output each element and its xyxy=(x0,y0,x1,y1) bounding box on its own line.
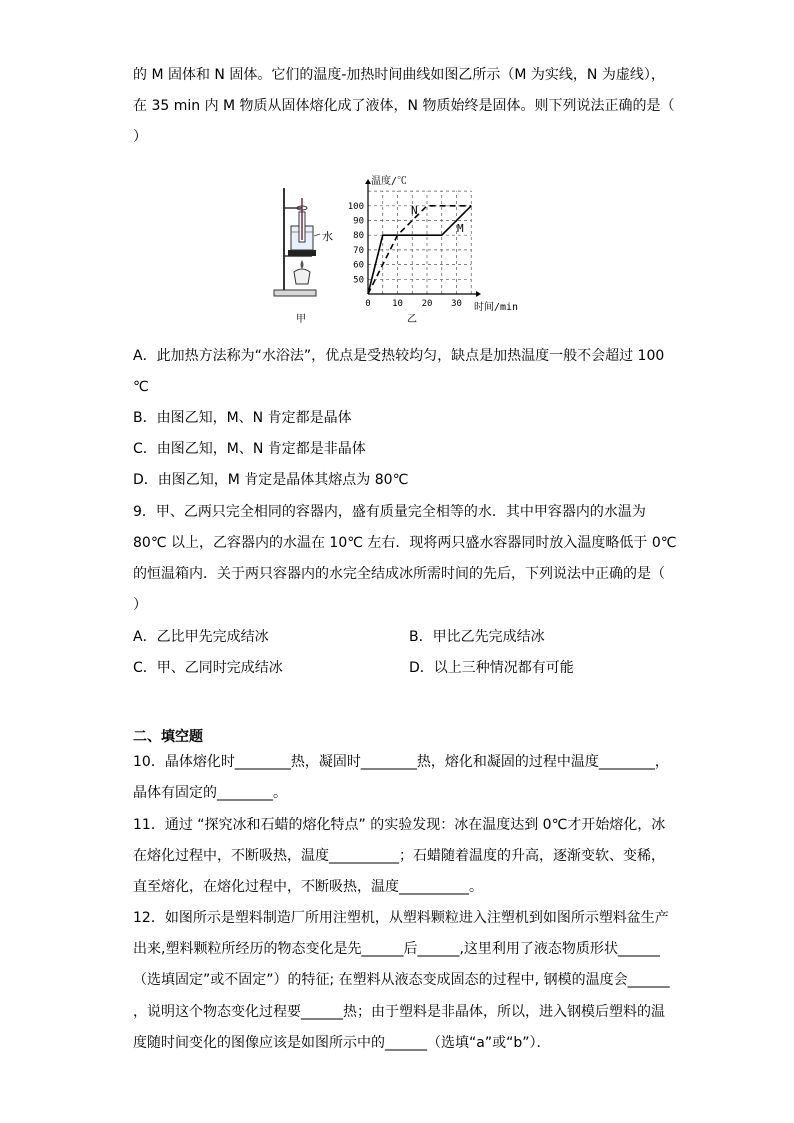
y-tick-label: 100 xyxy=(347,201,364,212)
figure xyxy=(268,168,530,328)
y-tick-labels xyxy=(348,202,364,285)
q9-option-c: C．甲、乙同时完成结冰 xyxy=(133,660,283,676)
apparatus-drawing xyxy=(274,188,333,325)
series-lines xyxy=(368,206,471,294)
x-tick-label: 30 xyxy=(451,299,462,309)
label-n: N xyxy=(411,204,418,217)
label-jia: 甲 xyxy=(296,314,306,325)
q9-line-2: 80℃ 以上，乙容器内的水温在 10℃ 左右．现将两只盛水容器同时放入温度略低于 0℃ xyxy=(133,535,677,551)
apparatus-water-pointer xyxy=(314,234,320,236)
y-tick-label: 50 xyxy=(353,275,364,286)
q10-line-1: 10．晶体熔化时________热，凝固时________热，熔化和凝固的过程中温度________， xyxy=(133,754,669,770)
label-m: M xyxy=(457,222,464,235)
q11-line-1: 11．通过 “探究冰和石蜡的熔化特点” 的实验发现：冰在温度达到 0℃才开始熔化，冰 xyxy=(133,817,666,833)
series-line-n xyxy=(368,206,471,294)
apparatus-base xyxy=(274,290,316,296)
apparatus-alcohol-lamp xyxy=(294,269,310,284)
water-label: 水 xyxy=(322,230,333,243)
q8-option-b: B．由图乙知，M、N 肯定都是晶体 xyxy=(133,410,352,426)
figure-svg xyxy=(268,168,530,328)
q9-option-b: B．甲比乙先完成结冰 xyxy=(409,629,545,645)
intro-line-1: 的 M 固体和 N 固体。它们的温度-加热时间曲线如图乙所示（M 为实线，N 为虚线）， xyxy=(133,67,665,83)
series-line-m xyxy=(368,206,471,294)
q12-line-2: 出来,塑料颗粒所经历的物态变化是先______后______,这里利用了液态物质形状______ xyxy=(133,941,660,957)
section-title: 二、填空题 xyxy=(133,729,203,745)
y-axis-label: 温度/℃ xyxy=(371,176,408,187)
graph-gridlines xyxy=(368,191,471,294)
q10-line-2: 晶体有固定的________。 xyxy=(133,785,287,801)
q12-line-4: ，说明这个物态变化过程要______热；由于塑料是非晶体，所以，进入钢模后塑料的温 xyxy=(133,1004,665,1020)
x-tick-label: 10 xyxy=(392,299,403,309)
q8-option-c: C．由图乙知，M、N 肯定都是非晶体 xyxy=(133,441,366,457)
y-tick-label: 70 xyxy=(353,245,364,256)
q8-option-a-cont: ℃ xyxy=(133,379,149,395)
q8-option-a: A．此加热方法称为“水浴法”，优点是受热较均匀，缺点是加热温度一般不会超过 100 xyxy=(133,348,665,364)
q9-option-d: D．以上三种情况都有可能 xyxy=(409,660,574,676)
y-tick-label: 80 xyxy=(353,231,364,242)
x-axis-label: 时间/min xyxy=(474,302,519,313)
x-tick-labels xyxy=(365,299,462,309)
y-tick-label: 60 xyxy=(353,260,364,271)
q12-line-1: 12．如图所示是塑料制造厂所用注塑机，从塑料颗粒进入注塑机到如图所示塑料盆生产 xyxy=(133,910,669,926)
apparatus-gauze xyxy=(288,250,316,256)
q11-line-3: 直至熔化，在熔化过程中，不断吸热，温度__________。 xyxy=(133,879,483,895)
y-tick-label: 90 xyxy=(353,216,364,227)
q9-line-4: ） xyxy=(133,597,147,613)
q9-line-3: 的恒温箱内．关于两只容器内的水完全结成冰所需时间的先后，下列说法中正确的是（ xyxy=(133,566,665,582)
label-yi: 乙 xyxy=(407,314,417,325)
q12-line-5: 度随时间变化的图像应该是如图所示中的______（选填“a”或“b”）． xyxy=(133,1035,551,1051)
q9-option-a: A．乙比甲先完成结冰 xyxy=(133,629,269,645)
q8-option-d: D．由图乙知，M 肯定是晶体其熔点为 80℃ xyxy=(133,472,409,488)
x-tick-label: 0 xyxy=(365,299,371,309)
x-axis-arrow xyxy=(476,291,481,297)
q11-line-2: 在熔化过程中，不断吸热，温度__________；石蜡随着温度的升高，逐渐变软、变稀， xyxy=(133,848,665,864)
intro-line-2: 在 35 min 内 M 物质从固体熔化成了液体，N 物质始终是固体。则下列说法正确的是（ xyxy=(133,98,675,114)
intro-line-3: ） xyxy=(133,129,147,145)
apparatus-flame xyxy=(301,260,304,269)
q12-line-3: （选填固定”或不固定”）的特征; 在塑料从液态变成固态的过程中, 钢模的温度会______ xyxy=(133,972,670,988)
graph xyxy=(348,174,518,325)
q9-line-1: 9．甲、乙两只完全相同的容器内，盛有质量完全相等的水．其中甲容器内的水温为 xyxy=(133,504,646,520)
x-tick-label: 20 xyxy=(421,299,433,309)
